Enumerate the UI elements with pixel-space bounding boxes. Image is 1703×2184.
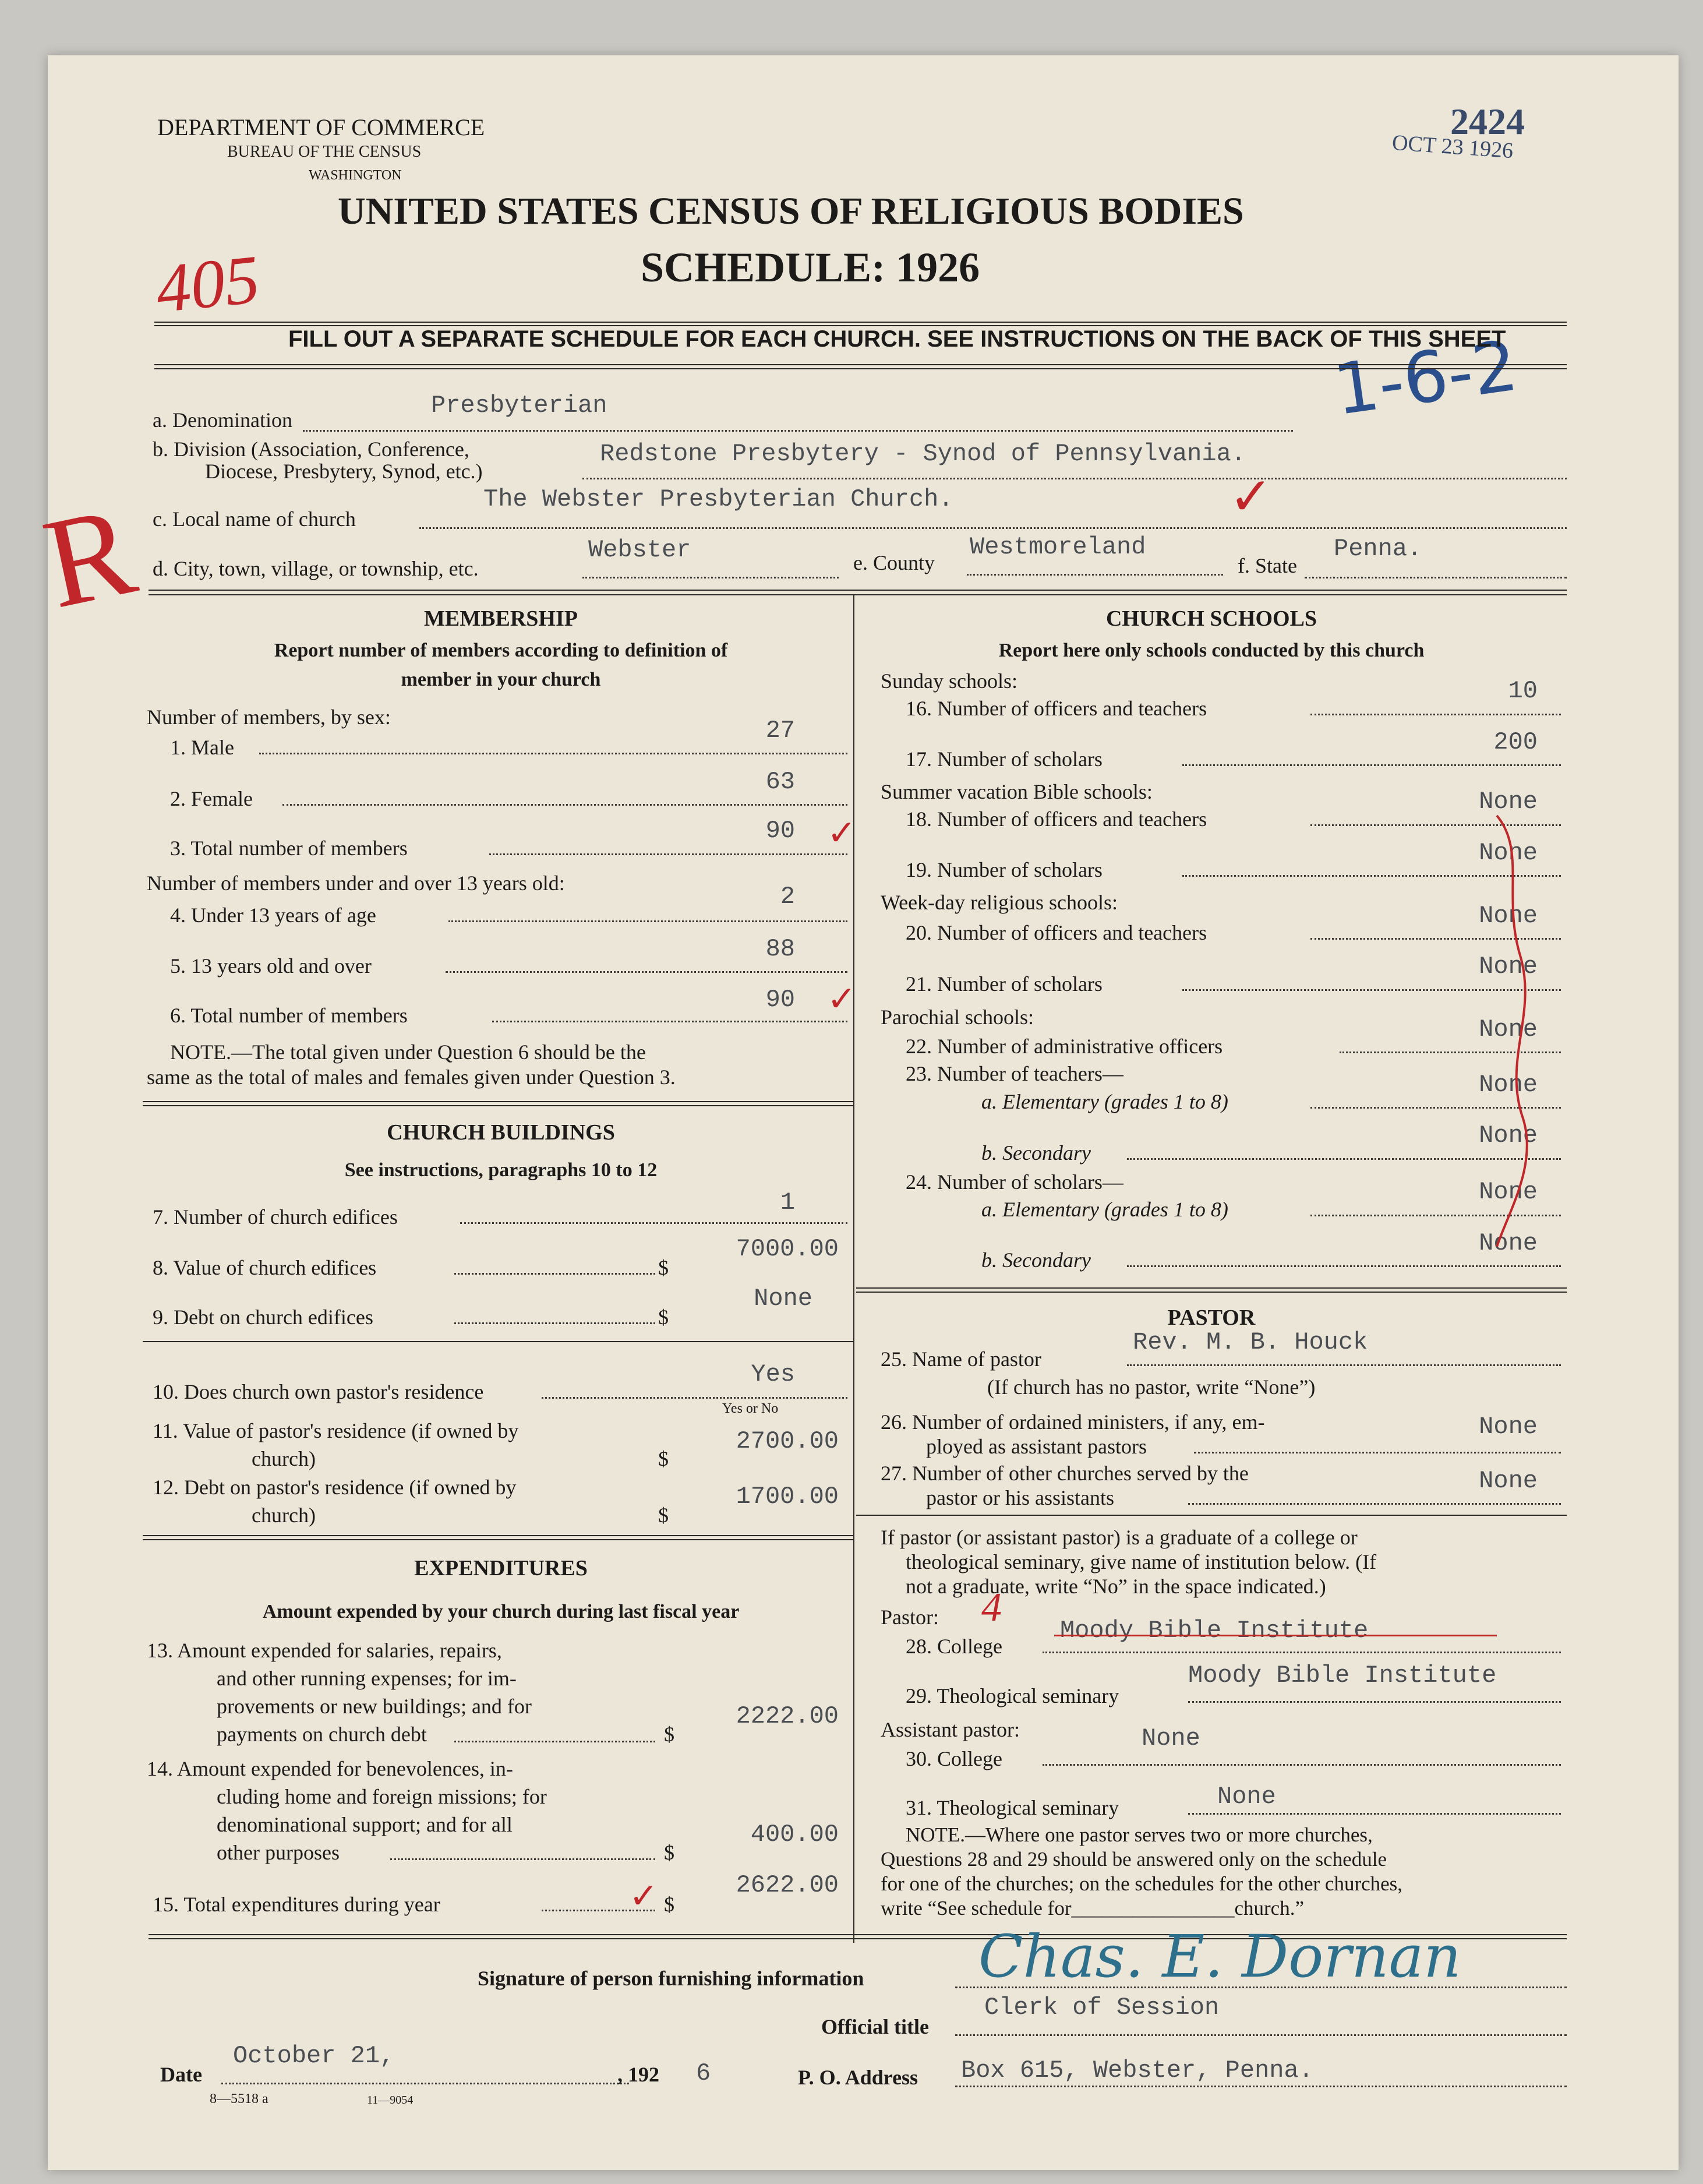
form-number: 8—5518 a: [210, 2091, 268, 2107]
year-prefix: , 192: [617, 2063, 659, 2086]
q19-field[interactable]: None: [1479, 839, 1538, 867]
q4-label: 4. Under 13 years of age: [170, 904, 376, 927]
q10-residence-field[interactable]: Yes: [751, 1360, 795, 1388]
division-label-1: b. Division (Association, Conference,: [153, 437, 469, 461]
q7-edifices-field[interactable]: 1: [780, 1188, 795, 1216]
q18-label: 18. Number of officers and teachers: [906, 807, 1207, 831]
county-field[interactable]: Westmoreland: [970, 533, 1146, 561]
stamp-number: 2424: [1450, 101, 1525, 142]
bureau-name: BUREAU OF THE CENSUS: [227, 143, 422, 161]
q11-label-1: 11. Value of pastor's residence (if owned by: [153, 1419, 519, 1442]
bureau-city: WASHINGTON: [309, 168, 402, 183]
q23a-label: a. Elementary (grades 1 to 8): [981, 1090, 1228, 1113]
q2-female-field[interactable]: 63: [765, 768, 795, 796]
q13-line-1: 13. Amount expended for salaries, repairs,: [147, 1639, 502, 1662]
q24b-label: b. Secondary: [981, 1248, 1091, 1272]
dollar-sign: $: [658, 1306, 669, 1329]
q25-pastor-name-field[interactable]: Rev. M. B. Houck: [1133, 1328, 1368, 1356]
local-name-field[interactable]: The Webster Presbyterian Church.: [483, 485, 953, 513]
q5-over13-field[interactable]: 88: [765, 935, 795, 963]
q23b-field[interactable]: None: [1479, 1121, 1538, 1149]
red-checkmark: ✓: [827, 980, 857, 1018]
po-address-field[interactable]: Box 615, Webster, Penna.: [961, 2056, 1313, 2084]
q26-field[interactable]: None: [1479, 1413, 1538, 1441]
q28-college-field[interactable]: Moody Bible Institute: [1060, 1617, 1369, 1645]
dollar-sign: $: [658, 1256, 669, 1279]
q8-label: 8. Value of church edifices: [153, 1256, 377, 1279]
q16-field[interactable]: 10: [1508, 677, 1538, 705]
q19-label: 19. Number of scholars: [906, 858, 1103, 881]
pastor-note-2: Questions 28 and 29 should be answered only on the schedule: [881, 1848, 1387, 1871]
graduate-instruction-1: If pastor (or assistant pastor) is a graduate of a college or: [881, 1526, 1358, 1549]
red-checkmark: ✓: [827, 814, 857, 852]
q6-total-field[interactable]: 90: [765, 986, 795, 1014]
q9-debt-field[interactable]: None: [754, 1285, 812, 1312]
q3-label: 3. Total number of members: [170, 837, 408, 860]
city-label: d. City, town, village, or township, etc.: [153, 557, 479, 580]
schedule-title: SCHEDULE: 1926: [641, 244, 980, 291]
separate-schedule-instruction: FILL OUT A SEPARATE SCHEDULE FOR EACH CHURCH. SEE INSTRUCTIONS ON THE BACK OF THIS SHEET: [288, 326, 1506, 352]
date-label: Date: [160, 2063, 202, 2086]
q7-label: 7. Number of church edifices: [153, 1205, 398, 1229]
q26-label-1: 26. Number of ordained ministers, if any, em-: [881, 1410, 1265, 1434]
q1-male-field[interactable]: 27: [765, 717, 795, 745]
q30-label: 30. College: [906, 1747, 1002, 1770]
graduate-instruction-2: theological seminary, give name of institution below. (If: [906, 1550, 1377, 1573]
pastor-subsection-label: Pastor:: [881, 1606, 939, 1629]
q14-line-4: other purposes: [217, 1841, 340, 1864]
members-by-age-label: Number of members under and over 13 years old:: [147, 872, 565, 895]
q20-label: 20. Number of officers and teachers: [906, 921, 1207, 944]
q24a-label: a. Elementary (grades 1 to 8): [981, 1198, 1228, 1221]
q16-label: 16. Number of officers and teachers: [906, 697, 1207, 720]
q13-line-3: provements or new buildings; and for: [217, 1695, 532, 1718]
q23-label: 23. Number of teachers—: [906, 1062, 1123, 1085]
dollar-sign: $: [664, 1841, 674, 1864]
q11-value-field[interactable]: 2700.00: [736, 1427, 839, 1455]
schools-subheading: Report here only schools conducted by this church: [998, 640, 1425, 661]
assistant-pastor-label: Assistant pastor:: [881, 1718, 1020, 1741]
q13-amount-field[interactable]: 2222.00: [736, 1702, 839, 1730]
q18-field[interactable]: None: [1479, 788, 1538, 816]
q21-label: 21. Number of scholars: [906, 972, 1103, 996]
buildings-subheading: See instructions, paragraphs 10 to 12: [344, 1159, 658, 1181]
q27-field[interactable]: None: [1479, 1467, 1538, 1495]
buildings-heading: CHURCH BUILDINGS: [387, 1120, 615, 1145]
q6-label: 6. Total number of members: [170, 1004, 408, 1027]
q31-label: 31. Theological seminary: [906, 1796, 1119, 1819]
q14-line-1: 14. Amount expended for benevolences, in-: [147, 1757, 513, 1780]
q30-college-field[interactable]: None: [1142, 1724, 1200, 1752]
q2-label: 2. Female: [170, 787, 253, 810]
q11-label-2: church): [252, 1447, 316, 1470]
state-field[interactable]: Penna.: [1334, 535, 1422, 563]
received-date-stamp: OCT 23 1926: [1391, 130, 1514, 164]
date-field[interactable]: October 21,: [233, 2042, 395, 2070]
state-label: f. State: [1238, 554, 1297, 577]
q23a-field[interactable]: None: [1479, 1071, 1538, 1099]
pastor-heading: PASTOR: [1167, 1306, 1256, 1330]
q4-under13-field[interactable]: 2: [780, 883, 795, 911]
red-checkmark: ✓: [1229, 468, 1273, 526]
department-name: DEPARTMENT OF COMMERCE: [157, 114, 485, 140]
handwritten-red-number: 405: [152, 241, 263, 327]
q9-label: 9. Debt on church edifices: [153, 1306, 373, 1329]
parochial-schools-label: Parochial schools:: [881, 1005, 1034, 1029]
division-field[interactable]: Redstone Presbytery - Synod of Pennsylvania.: [600, 440, 1246, 468]
handwritten-red-letter: R: [33, 478, 146, 636]
print-number: 11—9054: [367, 2094, 414, 2107]
q15-label: 15. Total expenditures during year: [153, 1893, 440, 1916]
city-field[interactable]: Webster: [588, 536, 691, 564]
q13-line-2: and other running expenses; for im-: [217, 1667, 517, 1690]
q14-line-2: cluding home and foreign missions; for: [217, 1785, 547, 1808]
membership-subheading-2: member in your church: [401, 669, 601, 690]
q13-line-4: payments on church debt: [217, 1723, 427, 1746]
year-digit-field[interactable]: 6: [696, 2059, 711, 2087]
q15-total-field[interactable]: 2622.00: [736, 1871, 839, 1899]
official-title-label: Official title: [821, 2015, 929, 2038]
handwritten-blue-code: 1-6-2: [1329, 325, 1522, 432]
membership-heading: MEMBERSHIP: [424, 606, 578, 631]
q1-label: 1. Male: [170, 736, 234, 759]
dollar-sign: $: [664, 1893, 674, 1916]
q3-total-field[interactable]: 90: [765, 817, 795, 845]
division-label-2: Diocese, Presbytery, Synod, etc.): [205, 460, 483, 483]
q29-seminary-field[interactable]: Moody Bible Institute: [1188, 1661, 1497, 1689]
q17-field[interactable]: 200: [1493, 728, 1538, 756]
q17-label: 17. Number of scholars: [906, 747, 1103, 771]
sunday-schools-label: Sunday schools:: [881, 669, 1018, 693]
po-address-label: P. O. Address: [798, 2066, 918, 2089]
dollar-sign: $: [664, 1723, 674, 1746]
q24b-field[interactable]: None: [1479, 1229, 1538, 1257]
denomination-field[interactable]: Presbyterian: [431, 391, 607, 419]
expenditures-subheading: Amount expended by your church during last fiscal year: [262, 1601, 740, 1622]
membership-subheading-1: Report number of members according to definition of: [274, 640, 728, 661]
q24-label: 24. Number of scholars—: [906, 1170, 1123, 1194]
dollar-sign: $: [658, 1504, 669, 1527]
q12-debt-field[interactable]: 1700.00: [736, 1483, 839, 1511]
q31-seminary-field[interactable]: None: [1217, 1783, 1276, 1811]
pastor-note-4: write “See schedule for________________church.”: [881, 1897, 1305, 1920]
q26-label-2: ployed as assistant pastors: [926, 1435, 1147, 1458]
signature-label: Signature of person furnishing information: [478, 1967, 864, 1990]
membership-note-1: NOTE.—The total given under Question 6 should be the: [170, 1040, 646, 1064]
form-title: UNITED STATES CENSUS OF RELIGIOUS BODIES: [338, 190, 1244, 232]
q25-note: (If church has no pastor, write “None”): [987, 1375, 1316, 1399]
q21-field[interactable]: None: [1479, 952, 1538, 980]
pastor-note-1: NOTE.—Where one pastor serves two or more churches,: [906, 1823, 1373, 1846]
official-title-field[interactable]: Clerk of Session: [984, 1994, 1220, 2021]
red-checkmark: ✓: [629, 1877, 659, 1915]
members-by-sex-label: Number of members, by sex:: [147, 705, 391, 729]
q8-value-field[interactable]: 7000.00: [736, 1235, 839, 1263]
pastor-note-3: for one of the churches; on the schedules for the other churches,: [881, 1872, 1403, 1895]
q10-label: 10. Does church own pastor's residence: [153, 1380, 484, 1403]
q14-amount-field[interactable]: 400.00: [750, 1820, 839, 1848]
q14-line-3: denominational support; and for all: [217, 1813, 513, 1836]
q12-label-1: 12. Debt on pastor's residence (if owned by: [153, 1476, 517, 1499]
red-bracket-mark: [1491, 804, 1538, 1258]
summer-schools-label: Summer vacation Bible schools:: [881, 780, 1153, 803]
q22-label: 22. Number of administrative officers: [906, 1035, 1223, 1058]
q22-field[interactable]: None: [1479, 1015, 1538, 1043]
dollar-sign: $: [658, 1447, 669, 1470]
yes-or-no-hint: Yes or No: [722, 1401, 779, 1416]
graduate-instruction-3: not a graduate, write “No” in the space indicated.): [906, 1575, 1326, 1598]
q24a-field[interactable]: None: [1479, 1178, 1538, 1206]
weekday-schools-label: Week-day religious schools:: [881, 891, 1118, 914]
q28-label: 28. College: [906, 1635, 1002, 1658]
county-label: e. County: [853, 551, 935, 574]
q23b-label: b. Secondary: [981, 1141, 1091, 1165]
q27-label-2: pastor or his assistants: [926, 1486, 1114, 1509]
signature-field[interactable]: Chas. E. Dornan: [978, 1922, 1461, 1991]
membership-note-2: same as the total of males and females given under Question 3.: [147, 1065, 676, 1089]
q20-field[interactable]: None: [1479, 902, 1538, 930]
red-checkmark: 4: [981, 1585, 1002, 1630]
q25-label: 25. Name of pastor: [881, 1347, 1041, 1371]
q27-label-1: 27. Number of other churches served by the: [881, 1462, 1249, 1485]
schools-heading: CHURCH SCHOOLS: [1105, 606, 1317, 631]
local-name-label: c. Local name of church: [153, 507, 356, 531]
q5-label: 5. 13 years old and over: [170, 954, 372, 978]
red-strikethrough: [1054, 1635, 1497, 1636]
denomination-label: a. Denomination: [153, 408, 292, 432]
expenditures-heading: EXPENDITURES: [414, 1556, 588, 1580]
q29-label: 29. Theological seminary: [906, 1684, 1119, 1707]
q12-label-2: church): [252, 1504, 316, 1527]
